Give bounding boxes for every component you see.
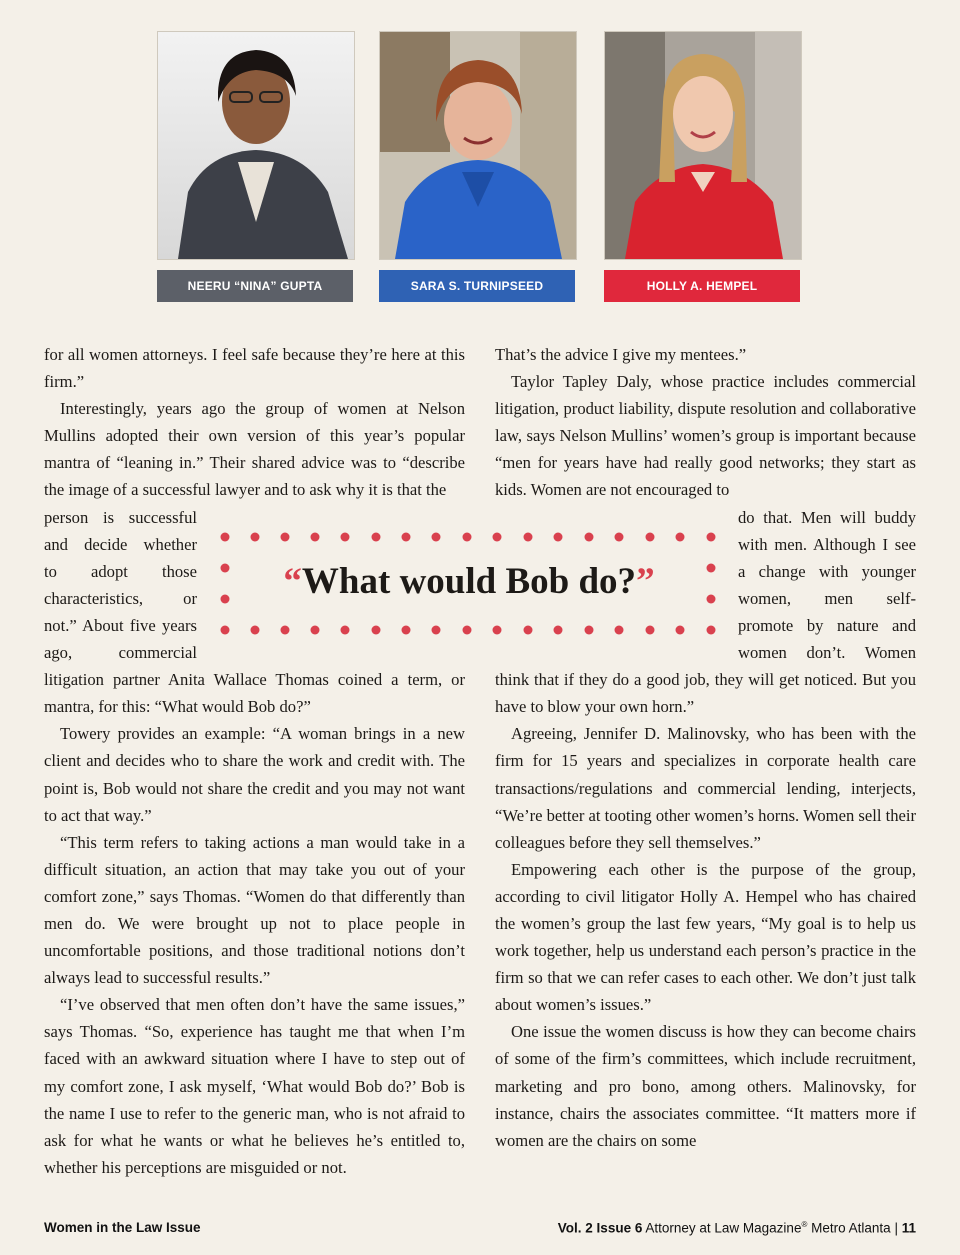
border-dot [676,626,685,635]
border-dot [221,533,230,542]
paragraph: “I’ve observed that men often don’t have the same issues,” says Thomas. “So, experience has taught me that when I’m faced with an awkward situation where I have to step out of my comfort zone, I ask myself, ‘What would Bob do?’ Bob is the name I use to refer to the generic man, who is not afraid to ask for what he wants or what he believes he’s entitled to, whether his perceptions are misguided or not. [44,995,465,1177]
pull-quote [218,530,720,636]
paragraph: One issue the women discuss is how they can become chairs of some of the firm’s committees, which include recruitment, marketing and pro bono, among others. Malinovsky, for instance, chairs the associates committee. “It matters more if women are the chairs on some [495,1022,916,1150]
border-dot [585,626,594,635]
border-dot [524,533,533,542]
paragraph: Empowering each other is the purpose of the group, according to civil litigator Holly A. Hempel who has chaired the women’s group the last few years, “My goal is to help us work together, help us understand each person’s practice in the firm so that we can refer cases to each other. We don’t just talk about women’s issues.” [495,859,916,1015]
border-dot [493,626,502,635]
border-dot [402,533,411,542]
wrapped-lines [738,504,916,667]
border-dot [646,533,655,542]
border-dot [281,626,290,635]
paragraph: think that if they do a good job, they will get noticed. But you have to blow your own horn.” [495,670,916,717]
border-dot [524,626,533,635]
footer-issue: Vol. 2 Issue 6 [557,1220,643,1236]
photo-neeru-gupta [157,31,355,260]
border-dot [585,533,594,542]
border-dot [554,533,563,542]
open-quote-mark: “ [283,561,302,602]
border-dot [372,626,381,635]
border-dot [432,626,441,635]
paragraph: Agreeing, Jennifer D. Malinovsky, who has been with the firm for 15 years and specializes in corporate health care transactions/regulations and commercial lending, interjects, “We’re better at tooting other women’s horns. Women sell their colleagues before they sell themselves.” [495,724,916,852]
wrapped-lines [44,504,197,667]
border-dot [221,626,230,635]
paragraph-line: women, men self- [738,588,916,608]
border-dot [707,533,716,542]
left-column [44,341,465,1181]
pull-quote-words: What would Bob do? [301,561,637,602]
paragraph: “This term refers to taking actions a man would take in a difficult situation, an action that may take you out of your comfort zone,” says Thomas. “Women do that differently than men do. We were brought up not to place people in uncomfortable positions, and those traditional notions don’t always lead to successful results.” [44,832,465,988]
border-dot [554,626,563,635]
right-column [495,341,916,1154]
border-dot [341,626,350,635]
paragraph-line: ago, commercial [44,643,197,663]
paragraph-line: person is successful [44,507,197,527]
paragraph: Taylor Tapley Daly, whose practice includes commercial litigation, product liability, dispute resolution and collaborative law, says Nelson Mullins’ women’s group is important because “men for years have had really good networks; they start as kids. Women are not encouraged to [495,372,916,500]
paragraph-line: characteristics, or [44,588,197,608]
close-quote-mark: ” [636,561,655,602]
footer-section-title: Women in the Law Issue [44,1220,201,1235]
border-dot [463,533,472,542]
border-dot [402,626,411,635]
paragraph: That’s the advice I give my mentees.” [495,345,747,364]
paragraph: Interestingly, years ago the group of women at Nelson Mullins adopted their own version of this year’s popular mantra of “leaning in.” Their shared advice was to “describe the image of a successful lawyer and to ask why it is that the [44,399,465,500]
border-dot [251,533,260,542]
border-dot [341,533,350,542]
footer-edition: Metro Atlanta [811,1220,891,1236]
border-dot [646,626,655,635]
border-dot [707,626,716,635]
border-dot [281,533,290,542]
border-dot [463,626,472,635]
border-dot [372,533,381,542]
photo-caption: NEERU “NINA” GUPTA [157,270,353,302]
registered-mark: ® [801,1220,808,1229]
photo-caption: SARA S. TURNIPSEED [379,270,575,302]
border-dot [615,626,624,635]
paragraph: litigation partner Anita Wallace Thomas coined a term, or mantra, for this: “What would Bob do?” [44,670,465,717]
pull-quote-text [218,560,720,603]
paragraph-line: a change with younger [738,561,916,581]
border-dot [432,533,441,542]
paragraph-line: with men. Although I see [738,534,916,554]
border-dot [676,533,685,542]
paragraph-line: do that. Men will buddy [738,507,916,527]
paragraph-line: women don’t. Women [738,643,916,663]
paragraph-line: promote by nature and [738,615,916,635]
footer-publication-info [558,1220,916,1236]
paragraph: Towery provides an example: “A woman brings in a new client and decides who to share the work and credit with. The point is, Bob would not share the credit and you may not want to act that way.” [44,724,465,825]
border-dot [493,533,502,542]
border-dot [251,626,260,635]
footer-separator: | [894,1220,898,1236]
paragraph-line: and decide whether [44,534,197,554]
page-number: 11 [901,1220,916,1236]
paragraph-line: not.” About five years [44,615,197,635]
border-dot [311,626,320,635]
paragraph: for all women attorneys. I feel safe because they’re here at this firm.” [44,345,465,392]
photo-sara-turnipseed [379,31,577,260]
border-dot [311,533,320,542]
border-dot [615,533,624,542]
photo-holly-hempel [604,31,802,260]
photo-caption: HOLLY A. HEMPEL [604,270,800,302]
paragraph-line: to adopt those [44,561,197,581]
footer-magazine: Attorney at Law Magazine [645,1220,802,1236]
